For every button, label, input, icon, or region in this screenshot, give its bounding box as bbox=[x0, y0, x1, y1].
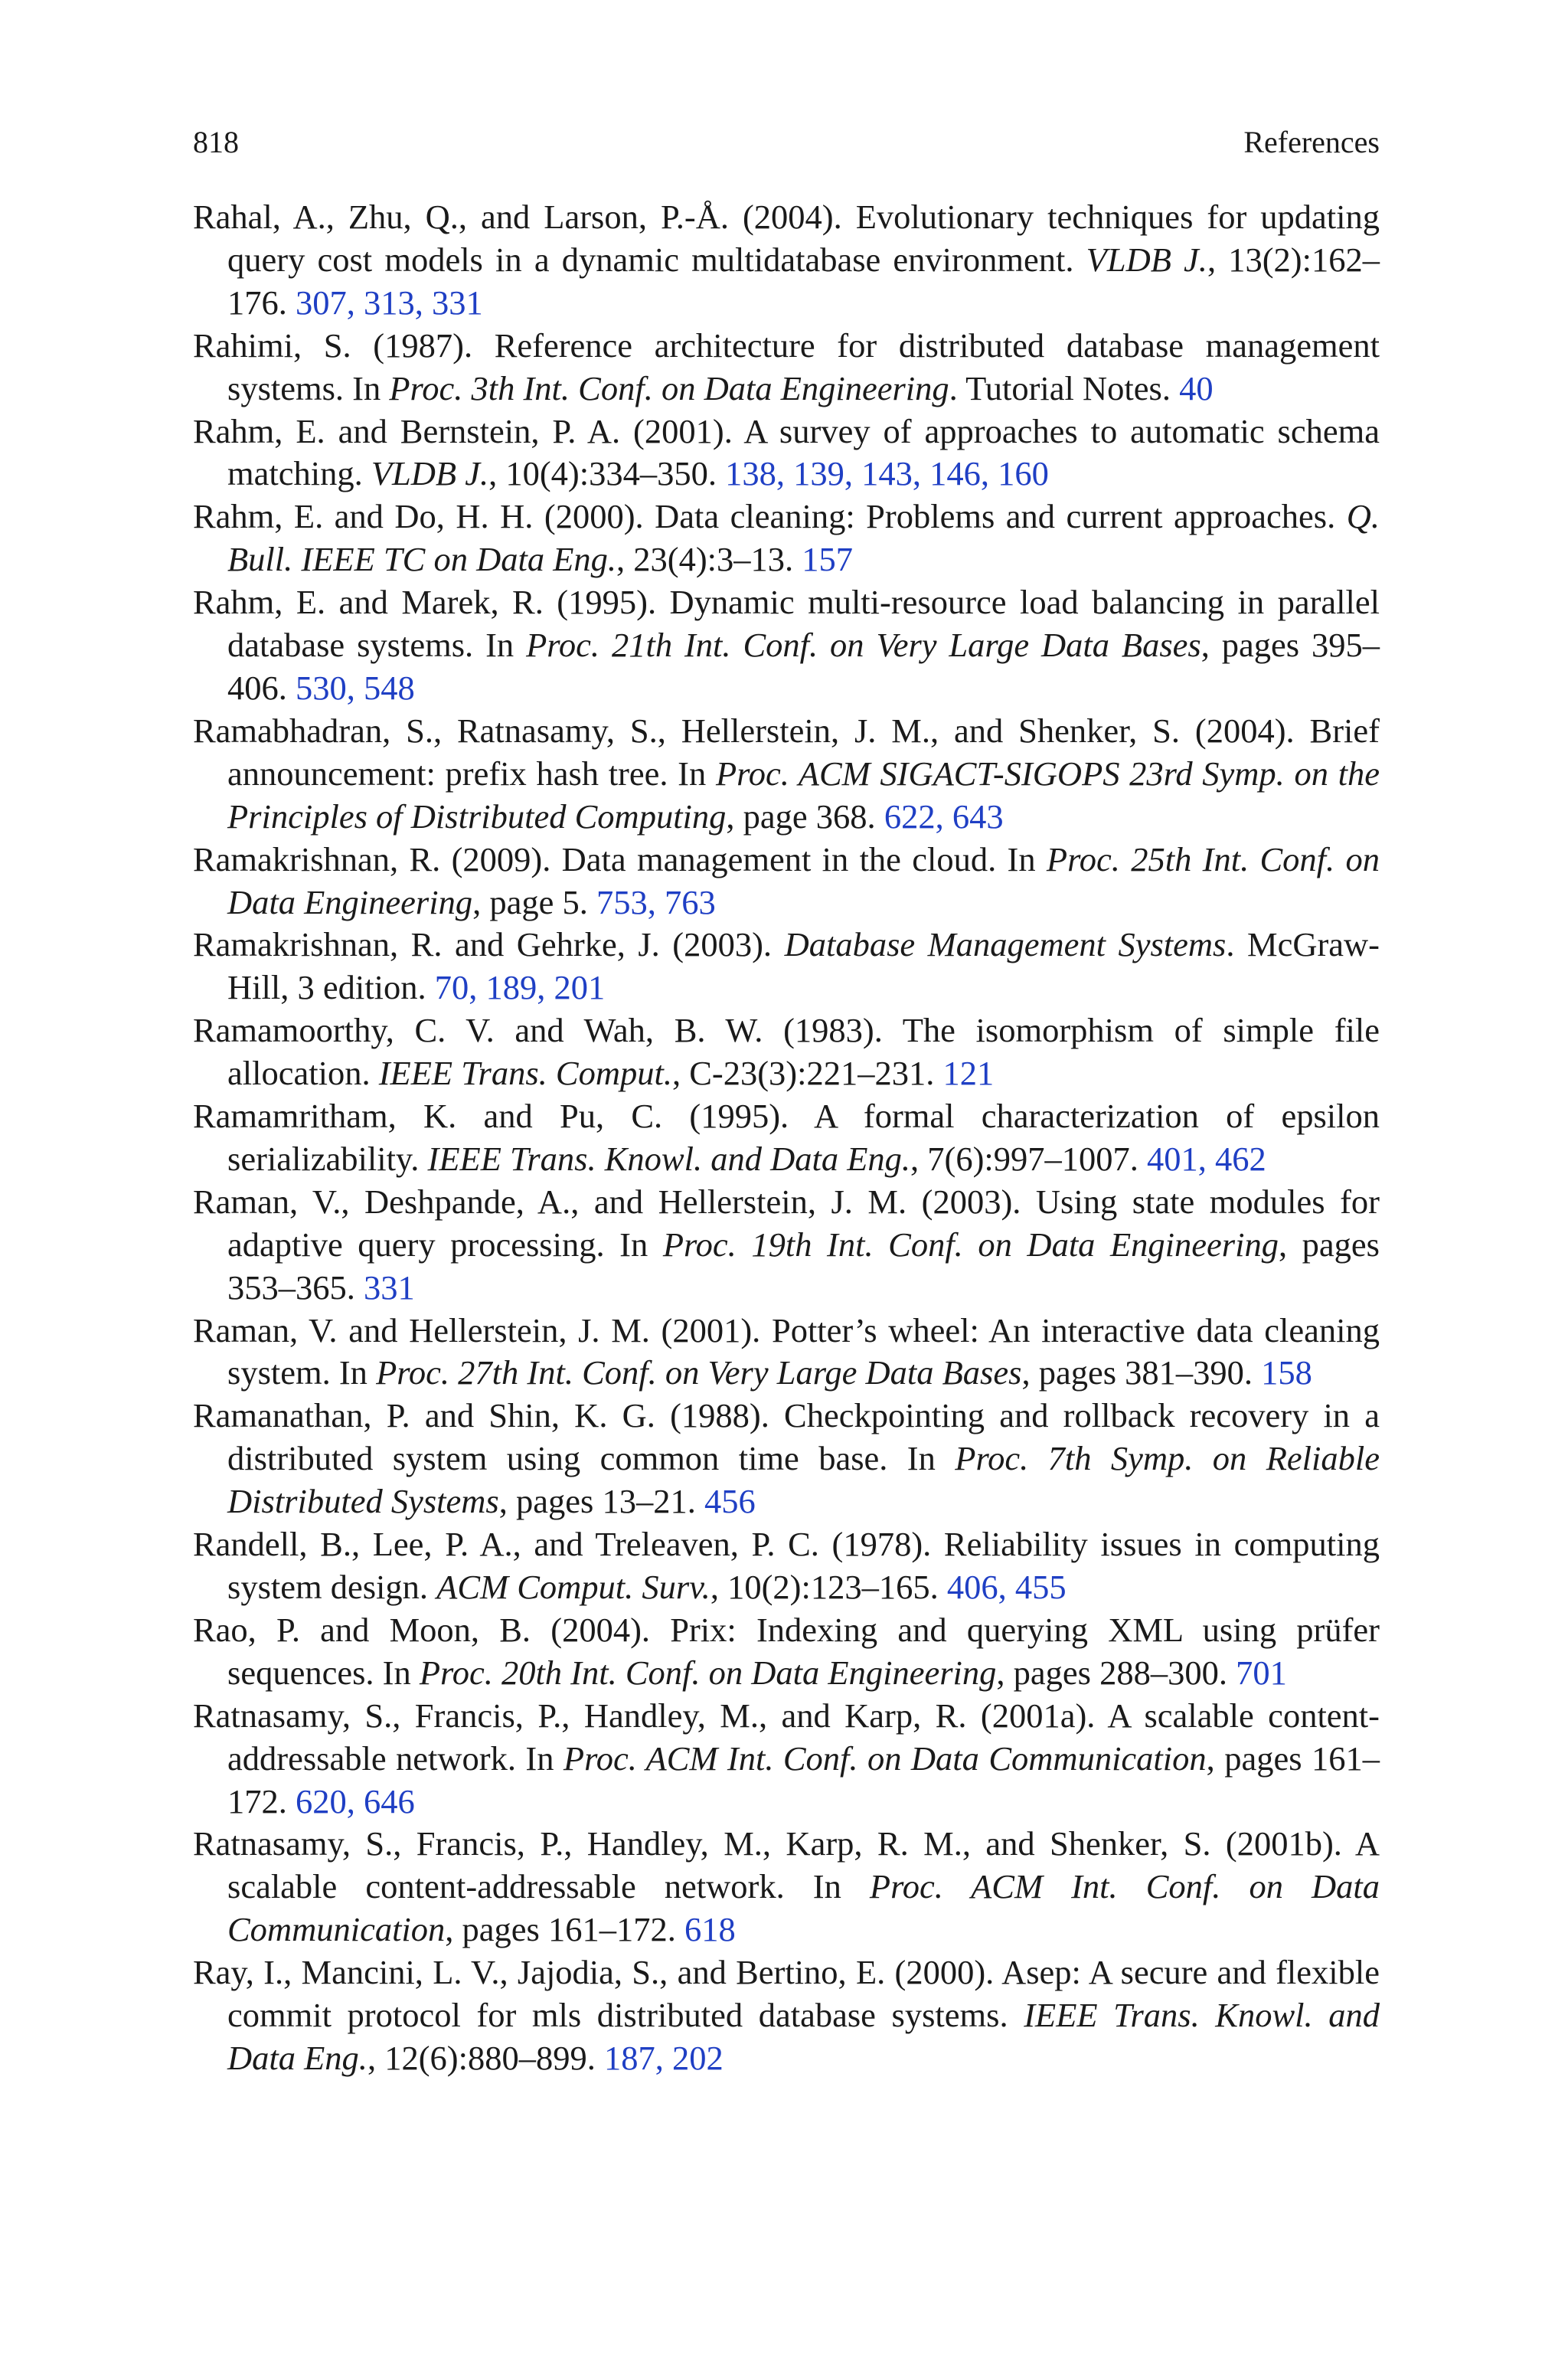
cited-pages-link[interactable]: 121 bbox=[942, 1054, 995, 1093]
reference-text: , pages 353–365. bbox=[227, 1225, 1380, 1307]
reference-entry bbox=[193, 325, 1380, 411]
cited-pages-link[interactable]: 620, 646 bbox=[296, 1781, 415, 1820]
reference-entry bbox=[193, 710, 1380, 839]
reference-entry bbox=[193, 1009, 1380, 1095]
reference-entry bbox=[193, 1395, 1380, 1523]
running-head: References bbox=[1243, 125, 1380, 159]
reference-text: , 12(6):880–899. bbox=[367, 2038, 604, 2077]
reference-entry bbox=[193, 1823, 1380, 1951]
reference-text: Raman, V., Deshpande, A., and Hellerstein, J. M. (2003). Using state modules for adaptive query processing. In bbox=[193, 1182, 1380, 1264]
reference-text: Rao, P. and Moon, B. (2004). Prix: Indexing and querying XML using prüfer sequences. In bbox=[193, 1610, 1380, 1692]
cited-pages-link[interactable]: 701 bbox=[1236, 1653, 1287, 1692]
reference-text: , page 5. bbox=[472, 882, 596, 921]
reference-text: Ramamoorthy, C. V. and Wah, B. W. (1983). The isomorphism of simple file allocation. bbox=[193, 1011, 1380, 1093]
reference-text: Rahm, E. and Bernstein, P. A. (2001). A survey of approaches to automatic schema matching. bbox=[193, 411, 1380, 493]
reference-venue: ACM Comput. Surv. bbox=[436, 1568, 710, 1606]
reference-text: , page 368. bbox=[726, 796, 884, 836]
reference-text: Ramabhadran, S., Ratnasamy, S., Hellerstein, J. M., and Shenker, S. (2004). Brief announcement: prefix hash tree. In bbox=[193, 711, 1380, 793]
reference-venue: Proc. ACM Int. Conf. on Data Communication bbox=[563, 1739, 1207, 1778]
reference-text: , pages 161–172. bbox=[227, 1739, 1380, 1820]
cited-pages-link[interactable]: 530, 548 bbox=[296, 668, 415, 707]
cited-pages-link[interactable]: 187, 202 bbox=[603, 2038, 724, 2077]
cited-pages-link[interactable]: 331 bbox=[364, 1268, 415, 1307]
reference-text: Ramanathan, P. and Shin, K. G. (1988). Checkpointing and rollback recovery in a distributed system using common time base. In bbox=[193, 1396, 1380, 1478]
reference-venue: VLDB J. bbox=[371, 454, 489, 493]
reference-venue: IEEE Trans. Comput. bbox=[378, 1054, 672, 1093]
reference-text: Ray, I., Mancini, L. V., Jajodia, S., and Bertino, E. (2000). Asep: A secure and flexible commit protocol for mls distributed database systems. bbox=[193, 1953, 1380, 2035]
page-header bbox=[193, 123, 1380, 162]
reference-venue: Database Management Systems bbox=[784, 925, 1227, 964]
reference-venue: Proc. 25th Int. Conf. on Data Engineering bbox=[227, 839, 1380, 921]
reference-venue: Proc. 7th Symp. on Reliable Distributed Systems bbox=[227, 1439, 1380, 1521]
reference-text: Ratnasamy, S., Francis, P., Handley, M., Karp, R. M., and Shenker, S. (2001b). A scalable content-addressable network. In bbox=[193, 1824, 1380, 1906]
reference-venue: Proc. 20th Int. Conf. on Data Engineering bbox=[419, 1653, 997, 1692]
reference-venue: Proc. ACM Int. Conf. on Data Communication bbox=[227, 1867, 1380, 1949]
reference-text: , 10(2):123–165. bbox=[710, 1568, 947, 1606]
reference-entry bbox=[193, 924, 1380, 1009]
reference-entry bbox=[193, 1695, 1380, 1824]
reference-entry bbox=[193, 1609, 1380, 1695]
reference-text: , 13(2):162–176. bbox=[227, 240, 1380, 322]
reference-list bbox=[193, 196, 1380, 2080]
reference-venue: IEEE Trans. Knowl. and Data Eng. bbox=[227, 1996, 1380, 2077]
cited-pages-link[interactable]: 753, 763 bbox=[596, 882, 716, 921]
cited-pages-link[interactable]: 40 bbox=[1179, 368, 1214, 407]
cited-pages-link[interactable]: 158 bbox=[1261, 1353, 1312, 1392]
cited-pages-link[interactable]: 157 bbox=[802, 540, 854, 579]
reference-text: Rahm, E. and Marek, R. (1995). Dynamic multi-resource load balancing in parallel database systems. In bbox=[193, 583, 1380, 665]
reference-entry bbox=[193, 411, 1380, 496]
reference-text: , 10(4):334–350. bbox=[488, 454, 726, 493]
reference-venue: Proc. 19th Int. Conf. on Data Engineering bbox=[662, 1225, 1279, 1264]
reference-entry bbox=[193, 1523, 1380, 1609]
reference-text: , pages 13–21. bbox=[498, 1482, 704, 1521]
reference-text: Rahm, E. and Do, H. H. (2000). Data cleaning: Problems and current approaches. bbox=[193, 497, 1347, 536]
reference-text: Ramakrishnan, R. and Gehrke, J. (2003). bbox=[193, 925, 785, 964]
reference-text: , C-23(3):221–231. bbox=[671, 1054, 943, 1093]
cited-pages-link[interactable]: 406, 455 bbox=[946, 1568, 1067, 1606]
reference-text: , pages 288–300. bbox=[996, 1653, 1236, 1692]
reference-venue: VLDB J. bbox=[1086, 240, 1207, 279]
cited-pages-link[interactable]: 307, 313, 331 bbox=[296, 283, 483, 322]
reference-venue: IEEE Trans. Knowl. and Data Eng. bbox=[427, 1139, 910, 1178]
cited-pages-link[interactable]: 622, 643 bbox=[884, 796, 1004, 836]
reference-text: . McGraw-Hill, 3 edition. bbox=[227, 925, 1380, 1007]
reference-entry bbox=[193, 496, 1380, 581]
reference-entry bbox=[193, 196, 1380, 325]
reference-text: , 23(4):3–13. bbox=[616, 540, 802, 579]
cited-pages-link[interactable]: 618 bbox=[684, 1910, 736, 1949]
reference-entry bbox=[193, 1095, 1380, 1181]
reference-text: Ratnasamy, S., Francis, P., Handley, M., and Karp, R. (2001a). A scalable content-addressable network. In bbox=[193, 1696, 1380, 1778]
cited-pages-link[interactable]: 138, 139, 143, 146, 160 bbox=[725, 454, 1049, 493]
page-number: 818 bbox=[193, 125, 239, 159]
reference-text: Ramamritham, K. and Pu, C. (1995). A formal characterization of epsilon serializability. bbox=[193, 1097, 1380, 1178]
reference-venue: Proc. 27th Int. Conf. on Very Large Data Bases bbox=[376, 1353, 1022, 1392]
reference-text: Rahimi, S. (1987). Reference architecture for distributed database management systems. In bbox=[193, 325, 1380, 407]
reference-text: . Tutorial Notes. bbox=[949, 368, 1180, 407]
reference-venue: Proc. ACM SIGACT-SIGOPS 23rd Symp. on the Principles of Distributed Computing bbox=[227, 754, 1380, 836]
reference-entry bbox=[193, 1181, 1380, 1310]
reference-entry bbox=[193, 581, 1380, 710]
cited-pages-link[interactable]: 401, 462 bbox=[1147, 1139, 1266, 1178]
reference-text: Ramakrishnan, R. (2009). Data management in the cloud. In bbox=[193, 839, 1047, 878]
reference-text: , 7(6):997–1007. bbox=[910, 1139, 1148, 1178]
reference-entry bbox=[193, 1951, 1380, 2080]
reference-entry bbox=[193, 839, 1380, 924]
reference-text: Raman, V. and Hellerstein, J. M. (2001). Potter’s wheel: An interactive data cleaning system. In bbox=[193, 1310, 1380, 1392]
reference-text: , pages 381–390. bbox=[1021, 1353, 1262, 1392]
reference-venue: Proc. 21th Int. Conf. on Very Large Data Bases bbox=[526, 626, 1201, 665]
reference-venue: Proc. 3th Int. Conf. on Data Engineering bbox=[389, 368, 949, 407]
reference-text: , pages 395–406. bbox=[227, 626, 1380, 707]
reference-entry bbox=[193, 1310, 1380, 1395]
reference-text: , pages 161–172. bbox=[445, 1910, 684, 1949]
reference-text: Randell, B., Lee, P. A., and Treleaven, P. C. (1978). Reliability issues in computing system design. bbox=[193, 1525, 1380, 1606]
reference-venue: Q. Bull. IEEE TC on Data Eng. bbox=[227, 497, 1380, 579]
cited-pages-link[interactable]: 70, 189, 201 bbox=[434, 968, 606, 1007]
reference-text: Rahal, A., Zhu, Q., and Larson, P.-Å. (2004). Evolutionary techniques for updating query cost models in a dynamic multidatabase environment. bbox=[193, 198, 1380, 279]
cited-pages-link[interactable]: 456 bbox=[704, 1482, 756, 1521]
